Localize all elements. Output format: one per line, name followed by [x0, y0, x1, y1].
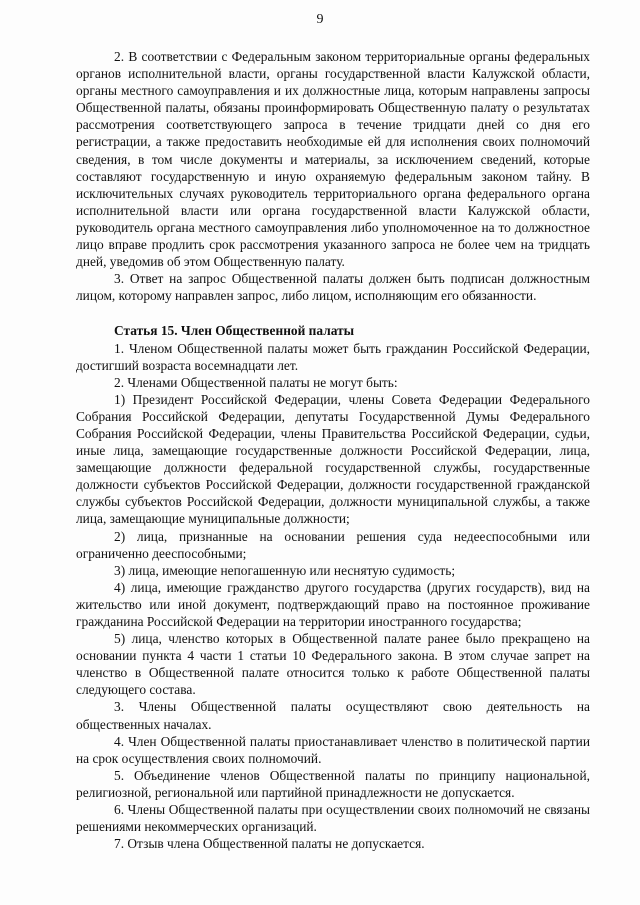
- paragraph: 5. Объединение членов Общественной палаты по принципу национальной, религиозной, региональной или партийной принадлежности не допускается.: [76, 767, 590, 800]
- paragraph: 2. В соответствии с Федеральным законом территориальные органы федеральных органов исполнительной власти, органы государственной власти Калужской области, органы местного самоуправления и их должностные лица, которым направлены запросы Общественной палаты, обязаны проинформировать Общественную палату о результатах рассмотрения соответствующего запроса в течение тридцати дней со дня его регистрации, а также предоставить необходимые ей для исполнения своих полномочий сведения, в том числе документы и материалы, за исключением сведений, которые составляют государственную и иную охраняемую федеральным законом тайну. В исключительных случаях руководитель территориального органа федерального органа исполнительной власти или органа государственной власти Калужской области, руководитель органа местного самоуправления либо уполномоченное на то должностное лицо вправе продлить срок рассмотрения указанного запроса не более чем на тридцать дней, уведомив об этом Общественную палату.: [76, 49, 590, 270]
- paragraph: 3. Члены Общественной палаты осуществляют свою деятельность на общественных началах.: [76, 699, 590, 732]
- paragraph: 3. Ответ на запрос Общественной палаты должен быть подписан должностным лицом, которому направлен запрос, либо лицом, исполняющим его обязанности.: [76, 271, 590, 304]
- paragraph: 4. Член Общественной палаты приостанавливает членство в политической партии на срок осуществления своих полномочий.: [76, 733, 590, 766]
- article-heading: Статья 15. Член Общественной палаты: [114, 323, 355, 339]
- paragraph: 1) Президент Российской Федерации, члены Совета Федерации Федерального Собрания Российской Федерации, депутаты Государственной Думы Федерального Собрания Российской Федерации, члены Правительства Российской Федерации, судьи, иные лица, замещающие государственные должности Российской Федерации, лица, замещающие должности федеральной государственной службы, государственные должности субъектов Российской Федерации, должности государственной гражданской службы субъектов Российской Федерации, должности муниципальной службы, а также лица, замещающие муниципальные должности;: [76, 391, 590, 527]
- paragraph: 3) лица, имеющие непогашенную или неснятую судимость;: [114, 562, 456, 578]
- page-number: 9: [316, 12, 324, 27]
- paragraph: 6. Члены Общественной палаты при осуществлении своих полномочий не связаны решениями некоммерческих организаций.: [76, 802, 590, 835]
- paragraph: 7. Отзыв члена Общественной палаты не допускается.: [114, 836, 425, 852]
- paragraph: 4) лица, имеющие гражданство другого государства (других государств), вид на жительство или иной документ, подтверждающий право на постоянное проживание гражданина Российской Федерации на территории иностранного государства;: [76, 579, 590, 629]
- paragraph: 2. Членами Общественной палаты не могут быть:: [114, 374, 398, 390]
- paragraph: 5) лица, членство которых в Общественной палате ранее было прекращено на основании пункта 4 части 1 статьи 10 Федерального закона. В этом случае запрет на членство в Общественной палате относится только к работе Общественной палаты следующего состава.: [76, 631, 590, 698]
- paragraph: 1. Членом Общественной палаты может быть гражданин Российской Федерации, достигший возраста восемнадцати лет.: [76, 340, 590, 373]
- document-body: [76, 48, 590, 852]
- paragraph: 2) лица, признанные на основании решения суда недееспособными или ограниченно дееспособными;: [76, 528, 590, 561]
